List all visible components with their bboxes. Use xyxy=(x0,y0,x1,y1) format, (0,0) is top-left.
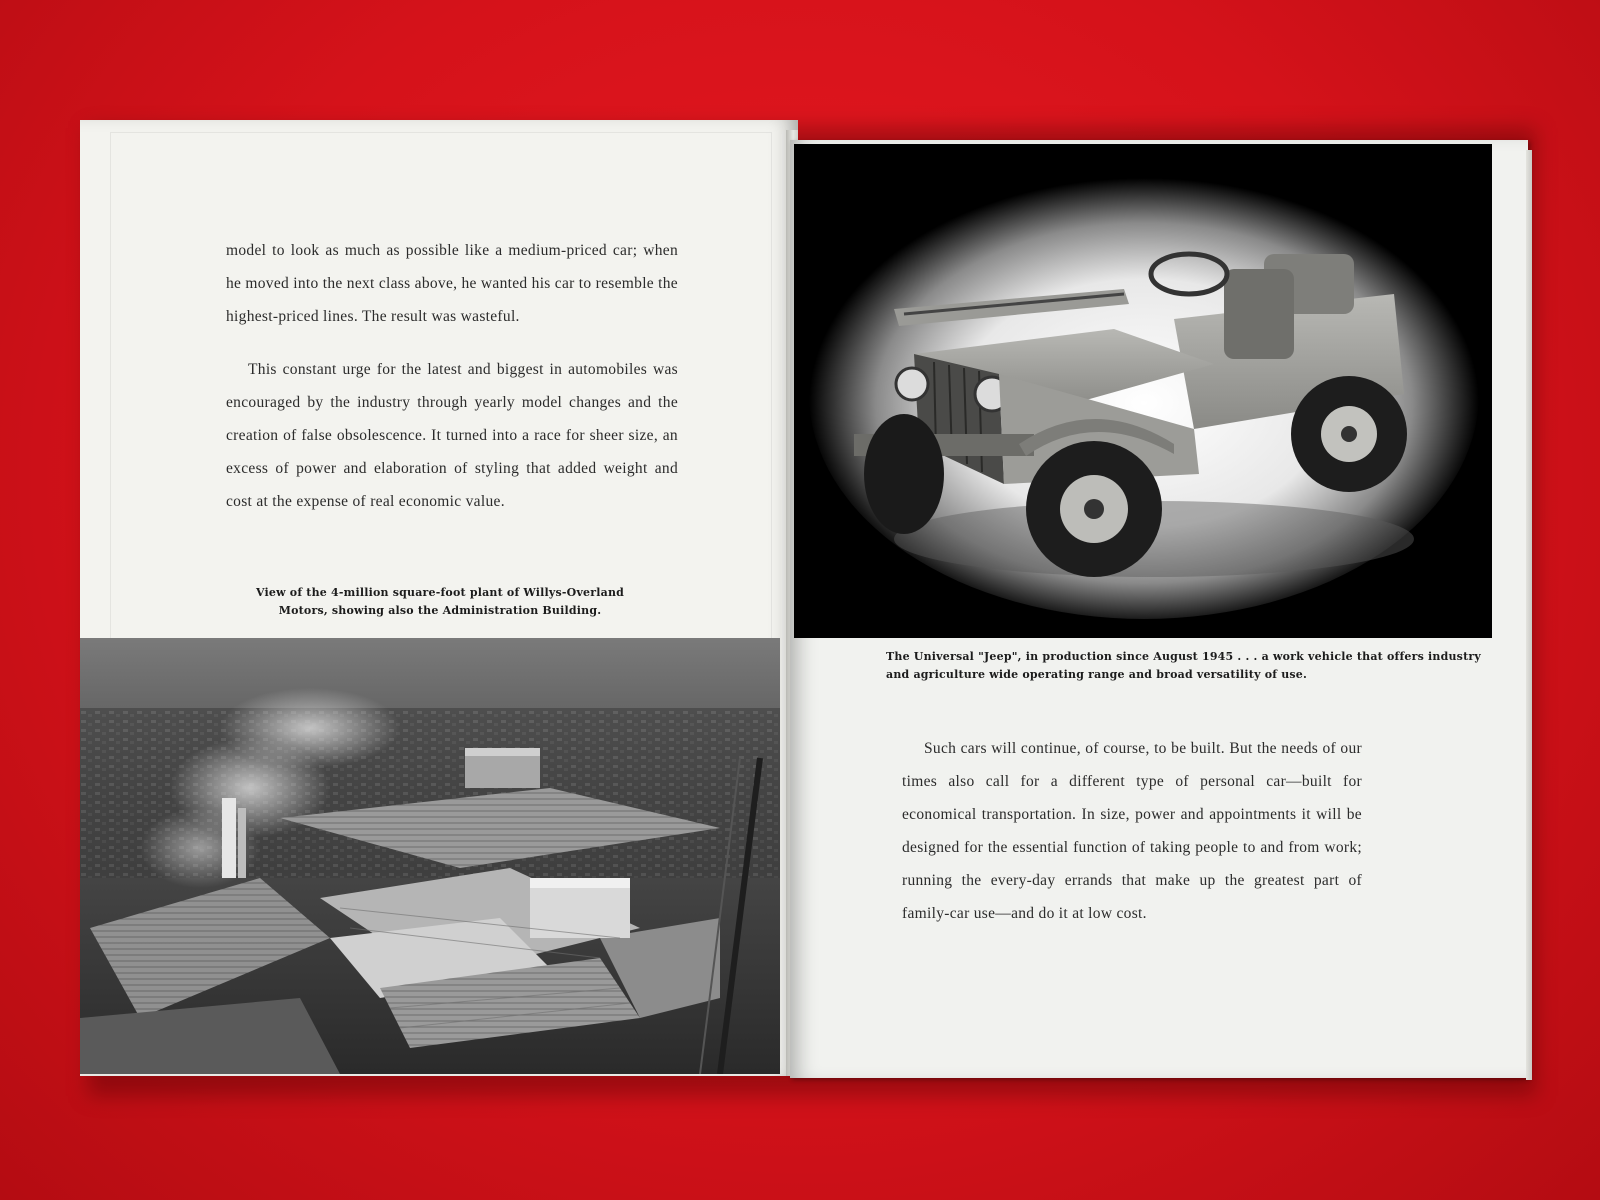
left-body-text xyxy=(226,234,678,538)
jeep-photo-caption: The Universal "Jeep", in production since August 1945 . . . a work vehicle that offers industry and agriculture wide operating range and broad versatility of use. xyxy=(886,650,1481,681)
plant-aerial-illustration xyxy=(80,638,780,1074)
page-edge xyxy=(1526,150,1532,1080)
jeep-illustration xyxy=(794,144,1492,638)
right-page xyxy=(790,140,1528,1078)
left-page xyxy=(80,120,798,1076)
right-paragraph-1: Such cars will continue, of course, to be built. But the needs of our times also call for a different type of personal car—built for economical transportation. In size, power and appointments it will be designed for the essential function of taking people to and from work; running the every-day errands that make up the greatest part of family-car use—and do it at low cost. xyxy=(902,740,1362,922)
right-body-text xyxy=(902,732,1362,950)
plant-photo-caption: View of the 4-million square-foot plant of Willys-Overland Motors, showing also the Administration Building. xyxy=(255,586,625,617)
left-paragraph-2: This constant urge for the latest and biggest in automobiles was encouraged by the industry through yearly model changes and the creation of false obsolescence. It turned into a race for sheer size, an excess of power and elaboration of styling that added weight and cost at the expense of real economic value. xyxy=(226,361,678,510)
plant-aerial-photo xyxy=(80,638,780,1074)
jeep-photo xyxy=(794,144,1492,638)
left-paragraph-1: model to look as much as possible like a medium-priced car; when he moved into the next class above, he wanted his car to resemble the highest-priced lines. The result was wasteful. xyxy=(226,242,678,325)
